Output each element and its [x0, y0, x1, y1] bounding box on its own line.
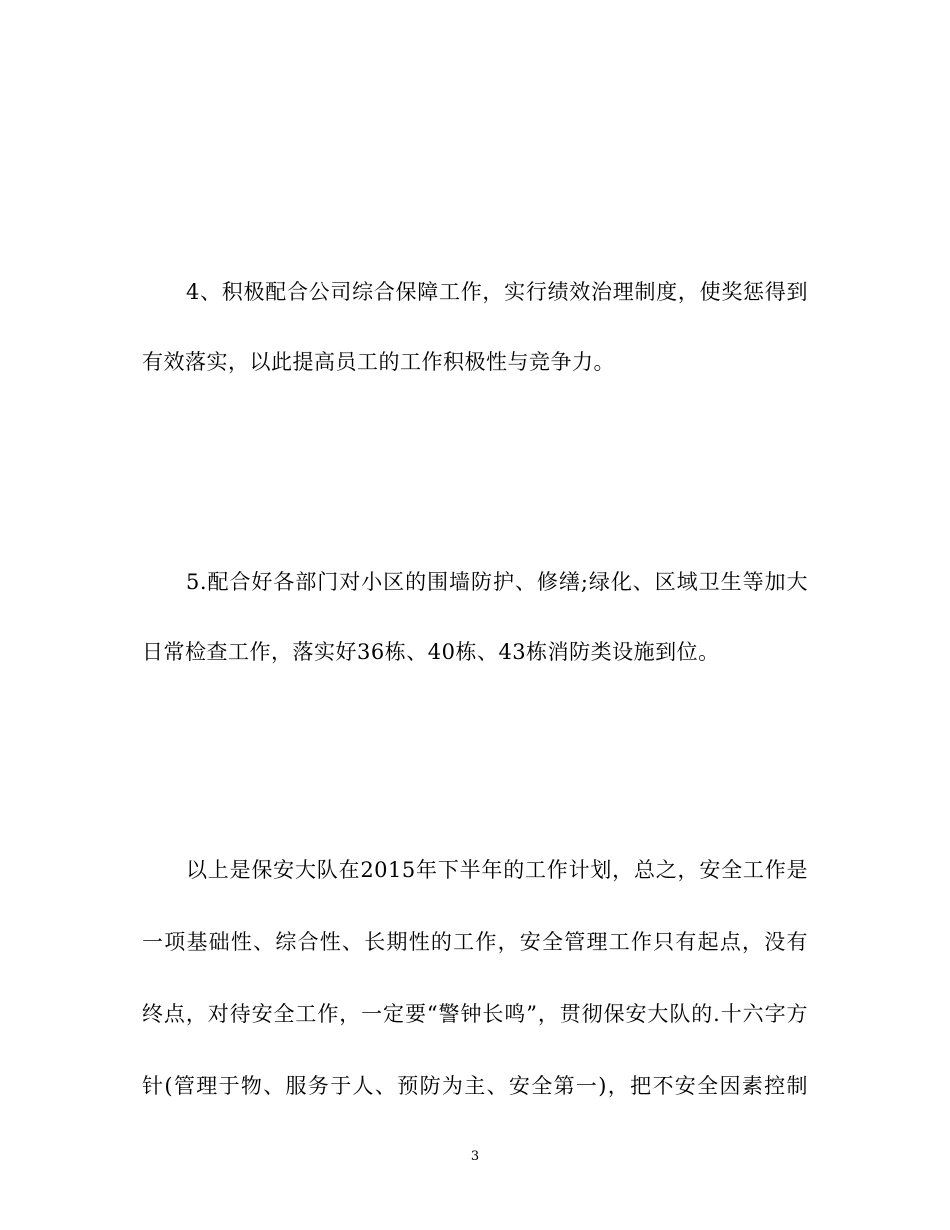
paragraph-line: 5.配合好各部门对小区的围墙防护、修缮;绿化、区域卫生等加大 [186, 570, 808, 594]
paragraph-line: 4、积极配合公司综合保障工作，实行绩效治理制度，使奖惩得到 [186, 280, 808, 304]
paragraph-line: 针(管理于物、服务于人、预防为主、安全第一)，把不安全因素控制 [142, 1074, 808, 1098]
paragraph-line: 有效落实，以此提高员工的工作积极性与竞争力。 [142, 350, 615, 374]
paragraph-line: 日常检查工作，落实好36栋、40栋、43栋消防类设施到位。 [142, 640, 720, 664]
paragraph-line: 终点，对待安全工作，一定要“警钟长鸣”，贯彻保安大队的.十六字方 [142, 1002, 808, 1026]
page-number: 3 [470, 1149, 480, 1164]
paragraph-line: 以上是保安大队在2015年下半年的工作计划，总之，安全工作是 [186, 858, 808, 882]
paragraph-line: 一项基础性、综合性、长期性的工作，安全管理工作只有起点，没有 [142, 930, 808, 954]
